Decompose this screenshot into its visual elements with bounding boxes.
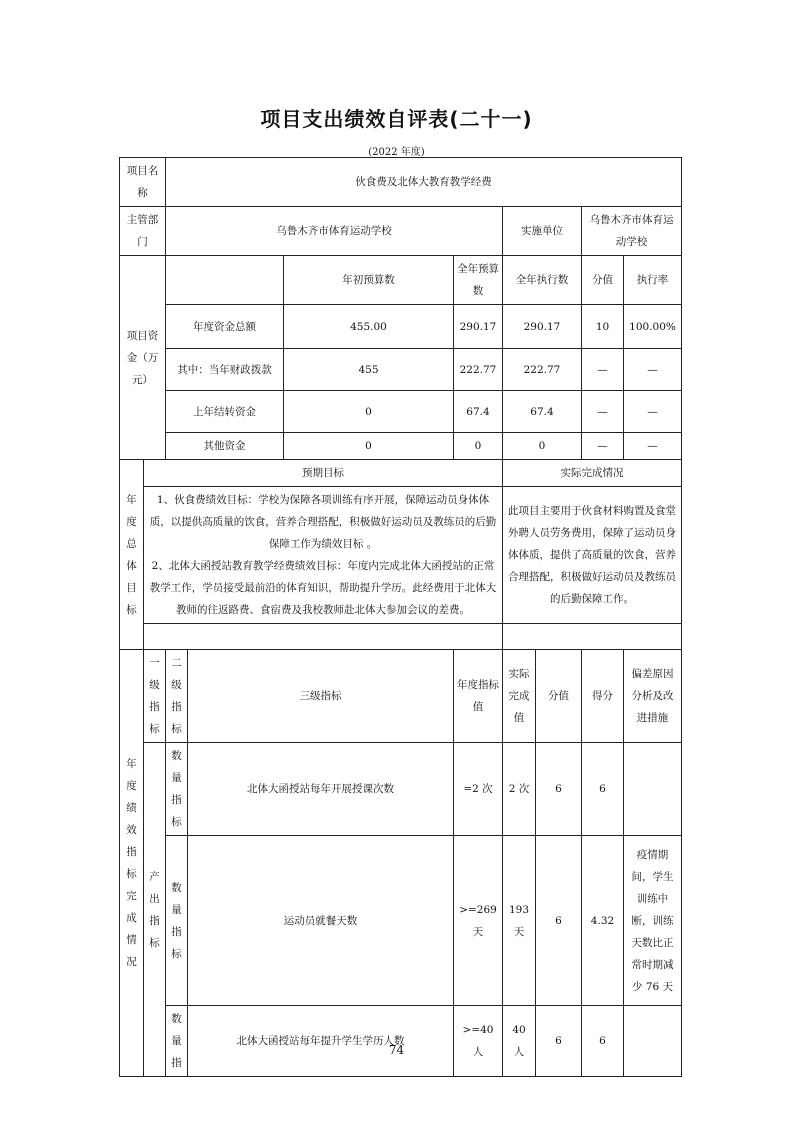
funds-header-score-value: 分值 <box>582 256 624 305</box>
indicator-deviation: 疫情期间，学生训练中断，训练天数比正常时期减少 76 天 <box>624 836 682 1006</box>
indicator-target-value: =2 次 <box>454 743 503 836</box>
funds-row-initial: 455 <box>284 349 454 391</box>
funds-section-label: 项目资金（万元） <box>120 256 166 460</box>
indicator-score-value: 6 <box>536 836 582 1006</box>
funds-row-annual: 222.77 <box>454 349 503 391</box>
funds-row-rate: — <box>624 349 682 391</box>
funds-row-rate: — <box>624 391 682 433</box>
funds-header-executed: 全年执行数 <box>503 256 582 305</box>
funds-row <box>120 391 682 433</box>
funds-row-name: 其他资金 <box>166 433 284 460</box>
funds-row-initial: 455.00 <box>284 305 454 349</box>
indicator-score-value: 6 <box>536 1006 582 1077</box>
funds-row-name: 年度资金总额 <box>166 305 284 349</box>
indicator-target-value: >=40 人 <box>454 1006 503 1077</box>
funds-header-initial: 年初预算数 <box>284 256 454 305</box>
project-name-label: 项目名称 <box>120 158 166 207</box>
goals-actual-text: 此项目主要用于伙食材料购置及食堂外聘人员劳务费用，保障了运动员身体体质，提供了高质量的饮食，营养合理搭配，积极做好运动员及教练员的后勤保障工作。 <box>503 487 682 624</box>
department-label: 主管部门 <box>120 207 166 256</box>
goals-expected-item: 2、北体大函授站教育教学经费绩效目标：年度内完成北体大函授站的正常教学工作，学员接受最前沿的体育知识，帮助提升学历。此经费用于北体大教师的往返路费、食宿费及我校教师赴北体大参加会议的差费。 <box>149 560 497 616</box>
indicator-deviation <box>624 1006 682 1077</box>
funds-row <box>120 305 682 349</box>
indicator-target-value: >=269 天 <box>454 836 503 1006</box>
indicator-header-level3: 三级指标 <box>188 650 454 743</box>
page-number: 74 <box>388 1043 405 1057</box>
funds-header-rate: 执行率 <box>624 256 682 305</box>
indicator-level3-value: 运动员就餐天数 <box>188 836 454 1006</box>
funds-header-blank <box>166 256 284 305</box>
indicator-level2-value: 数量指标 <box>166 743 188 836</box>
report-year: (2022 年度) <box>368 147 425 158</box>
goals-blank-cell <box>503 624 682 650</box>
indicator-actual-value: 193 天 <box>503 836 536 1006</box>
indicator-level1-value: 产出指标 <box>144 743 166 1077</box>
indicator-deviation <box>624 743 682 836</box>
executor-value: 乌鲁木齐市体育运动学校 <box>582 207 682 256</box>
goals-actual-header: 实际完成情况 <box>503 460 682 487</box>
goals-content-row <box>120 487 682 624</box>
indicator-header-level2: 二级指标 <box>166 650 188 743</box>
executor-label: 实施单位 <box>503 207 582 256</box>
funds-row-score-value: — <box>582 391 624 433</box>
funds-row-annual: 0 <box>454 433 503 460</box>
funds-row-rate: 100.00% <box>624 305 682 349</box>
funds-row-annual: 290.17 <box>454 305 503 349</box>
goals-header-row <box>120 460 682 487</box>
indicator-header-level1: 一级指标 <box>144 650 166 743</box>
funds-row-executed: 222.77 <box>503 349 582 391</box>
funds-row-annual: 67.4 <box>454 391 503 433</box>
page-title: 项目支出绩效自评表(二十一) <box>260 107 533 131</box>
project-name-value: 伙食费及北体大教育教学经费 <box>166 158 682 207</box>
funds-row <box>120 433 682 460</box>
indicator-score: 6 <box>582 743 624 836</box>
indicator-header-row <box>120 650 682 743</box>
indicator-row <box>120 1006 682 1077</box>
indicator-score: 4.32 <box>582 836 624 1006</box>
indicator-actual-value: 2 次 <box>503 743 536 836</box>
funds-row-score-value: — <box>582 349 624 391</box>
funds-row-executed: 67.4 <box>503 391 582 433</box>
funds-row-initial: 0 <box>284 433 454 460</box>
indicator-section-label: 年度绩效指标完成情况 <box>120 650 144 1077</box>
goals-expected-item: 1、伙食费绩效目标：学校为保障各项训练有序开展，保障运动员身体体质，以提供高质量的饮食，营养合理搭配，积极做好运动员及教练员的后勤保障工作为绩效目标 。 <box>149 494 497 550</box>
funds-row-rate: — <box>624 433 682 460</box>
indicator-level3-value: 北体大函授站每年提升学生学历人数 <box>188 1006 454 1077</box>
funds-row <box>120 349 682 391</box>
goals-blank-row <box>120 624 682 650</box>
indicator-score-value: 6 <box>536 743 582 836</box>
funds-header-annual: 全年预算数 <box>454 256 503 305</box>
funds-row-executed: 0 <box>503 433 582 460</box>
goals-section-label: 年度总体目标 <box>120 460 144 650</box>
funds-row-name: 其中：当年财政拨款 <box>166 349 284 391</box>
indicator-level2-value: 数量指标 <box>166 836 188 1006</box>
funds-row-executed: 290.17 <box>503 305 582 349</box>
funds-header-row <box>120 256 682 305</box>
goals-expected-header: 预期目标 <box>144 460 503 487</box>
indicator-score: 6 <box>582 1006 624 1077</box>
department-value: 乌鲁木齐市体育运动学校 <box>166 207 503 256</box>
funds-row-score-value: 10 <box>582 305 624 349</box>
indicator-row <box>120 836 682 1006</box>
goals-blank-cell <box>144 624 503 650</box>
funds-row-name: 上年结转资金 <box>166 391 284 433</box>
indicator-level2-value: 数量指 <box>166 1006 188 1077</box>
department-row <box>120 207 682 256</box>
indicator-header-target: 年度指标值 <box>454 650 503 743</box>
indicator-level3-value: 北体大函授站每年开展授课次数 <box>188 743 454 836</box>
indicator-header-actual: 实际完成值 <box>503 650 536 743</box>
performance-table <box>119 157 682 1077</box>
funds-row-score-value: — <box>582 433 624 460</box>
indicator-row <box>120 743 682 836</box>
indicator-header-deviation: 偏差原因分析及改进措施 <box>624 650 682 743</box>
indicator-header-score: 得分 <box>582 650 624 743</box>
indicator-header-score-value: 分值 <box>536 650 582 743</box>
funds-row-initial: 0 <box>284 391 454 433</box>
indicator-actual-value: 40 人 <box>503 1006 536 1077</box>
goals-expected-text <box>144 487 503 624</box>
project-name-row <box>120 158 682 207</box>
